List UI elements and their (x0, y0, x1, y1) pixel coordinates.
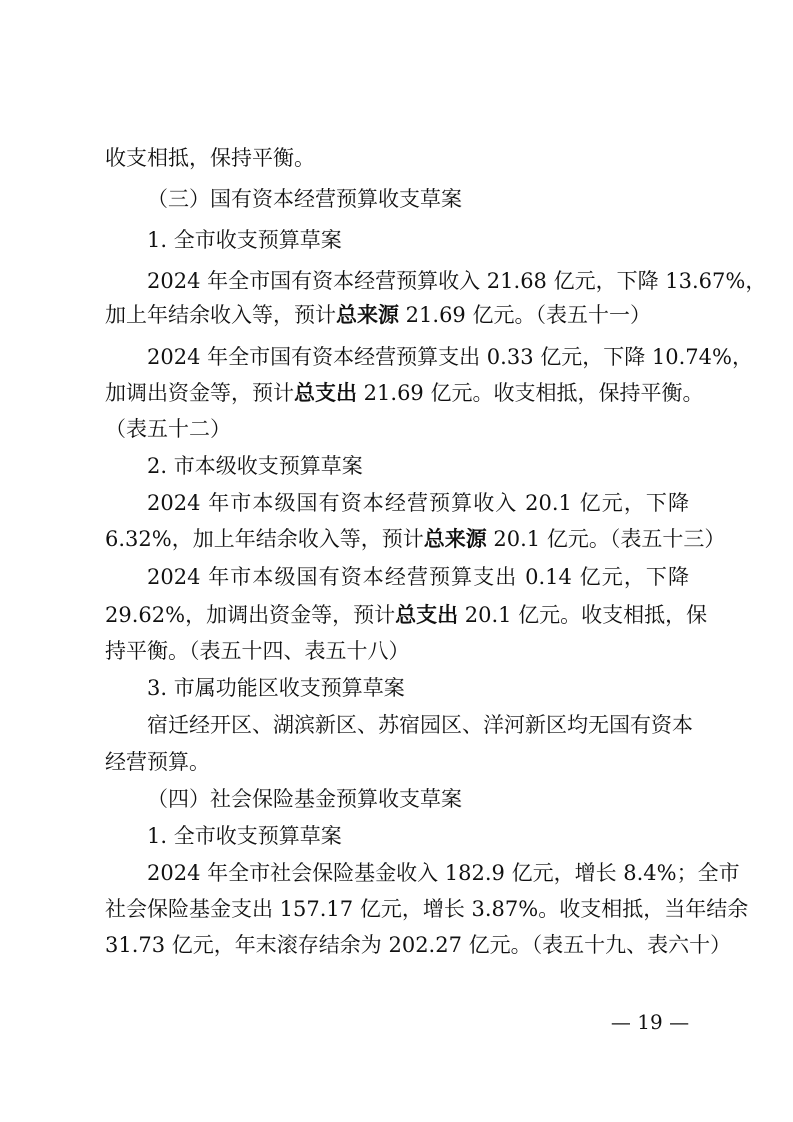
paragraph-line: 2024 年市本级国有资本经营预算收入 20.1 亿元，下降 (147, 491, 689, 515)
paragraph-line: 2024 年全市国有资本经营预算收入 21.68 亿元，下降 13.67%， (147, 269, 767, 293)
subsection-heading: 1. 全市收支预算草案 (147, 228, 342, 252)
paragraph-line: 29.62%，加调出资金等，预计总支出 20.1 亿元。收支相抵，保 (105, 603, 708, 627)
paragraph-line: 6.32%，加上年结余收入等，预计总来源 20.1 亿元。（表五十三） (105, 527, 726, 551)
paragraph-line: 2024 年市本级国有资本经营预算支出 0.14 亿元，下降 (147, 565, 689, 589)
paragraph-line: 2024 年全市国有资本经营预算支出 0.33 亿元，下降 10.74%， (147, 345, 753, 369)
paragraph-line: 2024 年全市社会保险基金收入 182.9 亿元，增长 8.4%；全市 (147, 861, 740, 885)
section-heading: （四）社会保险基金预算收支草案 (147, 787, 462, 811)
paragraph-line: 收支相抵，保持平衡。 (105, 146, 315, 170)
paragraph-line: 经营预算。 (105, 750, 210, 774)
paragraph-line: 31.73 亿元，年末滚存结余为 202.27 亿元。（表五十九、表六十） (105, 933, 732, 957)
subsection-heading: 3. 市属功能区收支预算草案 (147, 676, 405, 700)
bold-term: 总支出 (294, 381, 357, 405)
paragraph-line: 社会保险基金支出 157.17 亿元，增长 3.87%。收支相抵，当年结余 (105, 897, 749, 921)
page-number: — 19 — (610, 1010, 690, 1034)
paragraph-line: 持平衡。（表五十四、表五十八） (105, 639, 410, 663)
bold-term: 总来源 (336, 303, 399, 327)
paragraph-line: 加调出资金等，预计总支出 21.69 亿元。收支相抵，保持平衡。 (105, 381, 704, 405)
paragraph-line: 宿迁经开区、湖滨新区、苏宿园区、洋河新区均无国有资本 (147, 713, 693, 737)
subsection-heading: 1. 全市收支预算草案 (147, 824, 342, 848)
section-heading: （三）国有资本经营预算收支草案 (147, 187, 462, 211)
subsection-heading: 2. 市本级收支预算草案 (147, 454, 363, 478)
paragraph-line: 加上年结余收入等，预计总来源 21.69 亿元。（表五十一） (105, 303, 651, 327)
bold-term: 总来源 (423, 527, 487, 551)
bold-term: 总支出 (395, 603, 459, 627)
paragraph-line: （表五十二） (105, 417, 231, 441)
